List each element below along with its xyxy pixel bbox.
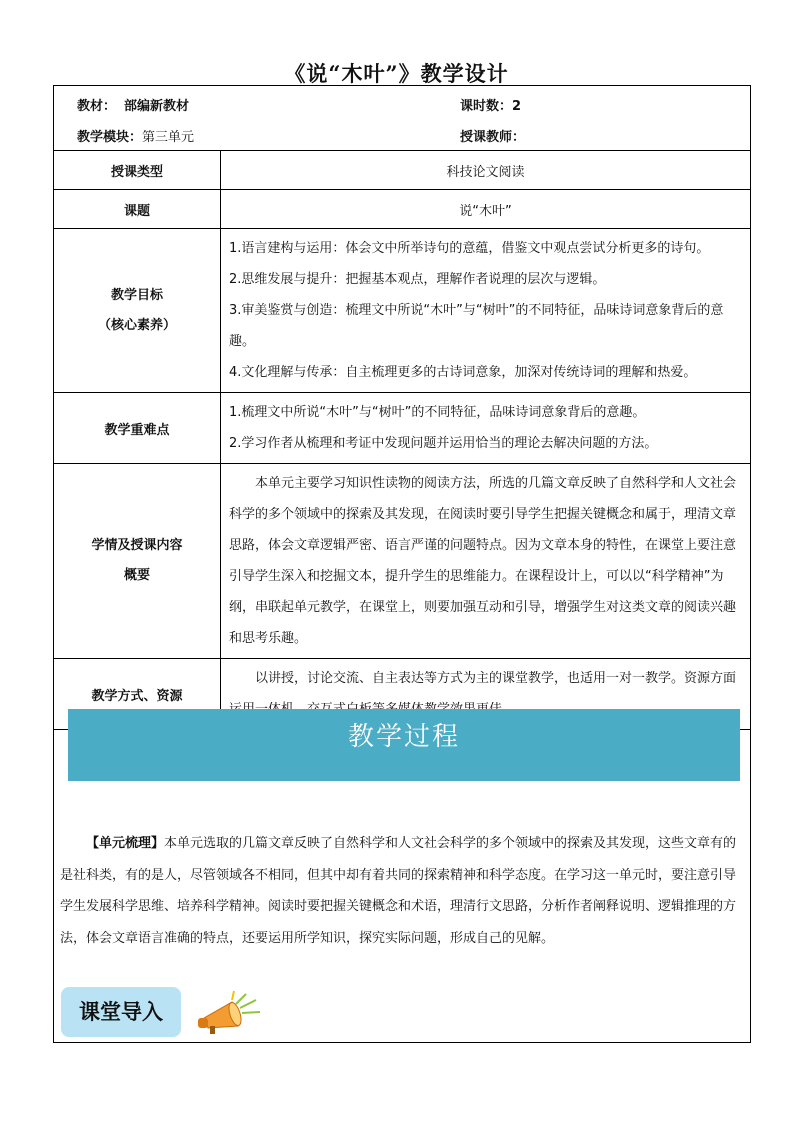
table-row: [54, 190, 751, 229]
analysis-content: 本单元主要学习知识性读物的阅读方法，所选的几篇文章反映了自然科学和人文社会科学的多个领域中的探索及其发现，在阅读时要引导学生把握关键概念和属于，理清文章思路，体会文章逻辑严密、语言严谨的问题特点。因为文章本身的特性，在课堂上要注意引导学生深入和挖掘文本，提升学生的思维能力。在课程设计上，可以以“科学精神”为纲，串联起单元教学，在课堂上，则要加强互动和引导，增强学生对这类文章的阅读兴趣和思考乐趣。: [221, 464, 751, 659]
goals-label-line1: 教学目标: [110, 287, 163, 303]
unit-tag: 【单元梳理】: [86, 836, 165, 851]
topic-label: 课题: [54, 190, 221, 229]
goals-label: [54, 229, 221, 393]
textbook-field: [77, 95, 189, 114]
goals-content: [221, 229, 751, 393]
table-row: [54, 464, 751, 659]
goals-label-line2: （核心素养）: [97, 317, 176, 333]
table-row: [54, 393, 751, 464]
analysis-label-line1: 学情及授课内容: [91, 538, 183, 553]
lesson-table: [53, 150, 751, 730]
intro-section-button[interactable]: 课堂导入: [61, 987, 181, 1037]
hours-label: 课时数：: [460, 99, 513, 114]
process-banner: 教学过程: [68, 709, 740, 781]
topic-value: 说“木叶”: [221, 190, 751, 229]
teacher-label: 授课教师：: [460, 130, 526, 145]
analysis-label: [54, 464, 221, 659]
type-value: 科技论文阅读: [221, 151, 751, 190]
unit-summary: [60, 828, 746, 954]
hours-value: 2: [512, 99, 522, 114]
textbook-label: 教材：: [77, 99, 117, 114]
module-value: 第三单元: [142, 130, 195, 145]
module-field: [77, 126, 194, 145]
unit-text: 本单元选取的几篇文章反映了自然科学和人文社会科学的多个领域中的探索及其发现，这些文章有的是社科类，有的是人，尽管领域各不相同，但其中却有着共同的探索精神和科学态度。在学习这一单元时，要注意引导学生发展科学思维、培养科学精神。阅读时要把握关键概念和术语，理清行文思路，分析作者阐释说明、逻辑推理的方法，体会文章语言准确的特点，还要运用所学知识，探究实际问题，形成自己的见解。: [60, 836, 737, 946]
type-label: 授课类型: [54, 151, 221, 190]
key-item: 1.梳理文中所说“木叶”与“树叶”的不同特征，品味诗词意象背后的意趣。: [229, 405, 646, 420]
goal-item: 3.审美鉴赏与创造：梳理文中所说“木叶”与“树叶”的不同特征，品味诗词意象背后的意趣。: [229, 303, 724, 349]
textbook-value: 部编新教材: [124, 99, 190, 114]
key-label: 教学重难点: [54, 393, 221, 464]
header-info: [53, 85, 751, 151]
analysis-label-line2: 概要: [123, 568, 150, 583]
table-row: [54, 229, 751, 393]
goal-item: 1.语言建构与运用：体会文中所举诗句的意蕴，借鉴文中观点尝试分析更多的诗句。: [229, 241, 710, 256]
megaphone-icon: [196, 990, 262, 1036]
method-content: 以讲授，讨论交流、自主表达等方式为主的课堂教学，也适用一对一教学。资源方面: [221, 659, 751, 730]
key-item: 2.学习作者从梳理和考证中发现问题并运用恰当的理论去解决问题的方法。: [229, 436, 658, 451]
method-label: 教学方式、资源: [54, 659, 221, 730]
teacher-field: [460, 126, 525, 145]
key-content: [221, 393, 751, 464]
document-title: 《说“木叶”》教学设计: [284, 61, 509, 86]
goal-item: 2.思维发展与提升：把握基本观点，理解作者说理的层次与逻辑。: [229, 272, 606, 287]
hours-field: [460, 95, 521, 114]
goal-item: 4.文化理解与传承：自主梳理更多的古诗词意象，加深对传统诗词的理解和热爱。: [229, 365, 697, 380]
table-row: [54, 151, 751, 190]
module-label: 教学模块：: [77, 130, 143, 145]
